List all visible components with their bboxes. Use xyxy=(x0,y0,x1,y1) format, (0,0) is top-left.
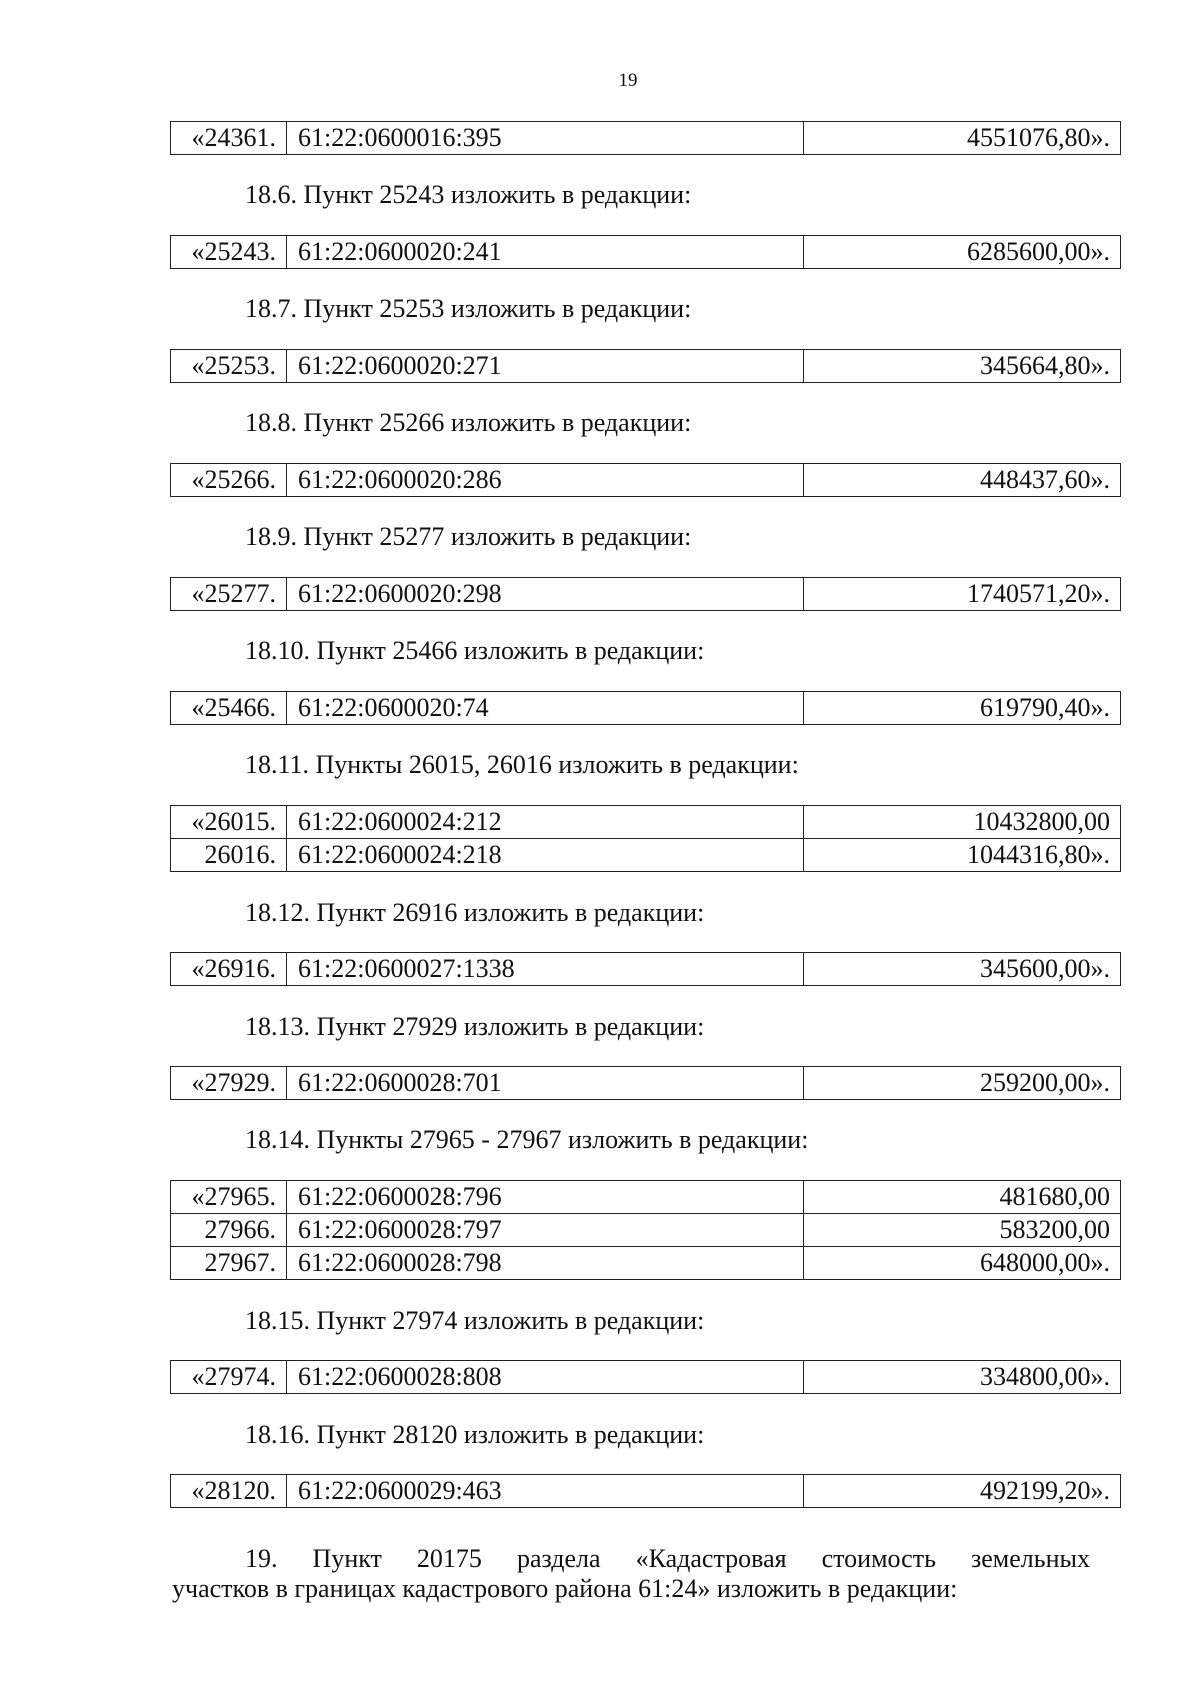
entry-table xyxy=(170,235,1121,269)
item-number-cell: «25243. xyxy=(171,236,287,269)
section-heading: 18.13. Пункт 27929 изложить в редакции: xyxy=(245,1012,705,1041)
cadastral-number-cell: 61:22:0600020:271 xyxy=(287,350,804,383)
entry-table xyxy=(170,577,1121,611)
cadastral-value-cell: 10432800,00 xyxy=(804,806,1121,839)
table-row xyxy=(171,578,1121,611)
table-row xyxy=(171,1067,1121,1100)
section-heading: 18.11. Пункты 26015, 26016 изложить в редакции: xyxy=(245,750,799,779)
final-paragraph-line-1: 19. Пункт 20175 раздела «Кадастровая стоимость земельных xyxy=(245,1544,1090,1573)
cadastral-value-cell: 583200,00 xyxy=(804,1214,1121,1247)
cadastral-number-cell: 61:22:0600028:798 xyxy=(287,1247,804,1280)
cadastral-value-cell: 619790,40». xyxy=(804,692,1121,725)
table-row xyxy=(171,1475,1121,1508)
table-row xyxy=(171,1214,1121,1247)
final-paragraph-line-2: участков в границах кадастрового района 61:24» изложить в редакции: xyxy=(172,1574,958,1603)
item-number-cell: «24361. xyxy=(171,122,287,155)
entry-table xyxy=(170,691,1121,725)
cadastral-number-cell: 61:22:0600028:797 xyxy=(287,1214,804,1247)
table-row xyxy=(171,953,1121,986)
cadastral-value-cell: 345600,00». xyxy=(804,953,1121,986)
table-row xyxy=(171,1247,1121,1280)
section-heading: 18.9. Пункт 25277 изложить в редакции: xyxy=(245,522,692,551)
item-number-cell: «27929. xyxy=(171,1067,287,1100)
entry-table xyxy=(170,952,1121,986)
cadastral-value-cell: 334800,00». xyxy=(804,1361,1121,1394)
cadastral-number-cell: 61:22:0600028:796 xyxy=(287,1181,804,1214)
item-number-cell: 26016. xyxy=(171,839,287,872)
table-row xyxy=(171,692,1121,725)
cadastral-number-cell: 61:22:0600027:1338 xyxy=(287,953,804,986)
entry-table xyxy=(170,1474,1121,1508)
page-number: 19 xyxy=(618,70,638,91)
section-heading: 18.7. Пункт 25253 изложить в редакции: xyxy=(245,294,692,323)
table-row xyxy=(171,1181,1121,1214)
section-heading: 18.12. Пункт 26916 изложить в редакции: xyxy=(245,898,705,927)
cadastral-value-cell: 4551076,80». xyxy=(804,122,1121,155)
item-number-cell: «25466. xyxy=(171,692,287,725)
cadastral-value-cell: 259200,00». xyxy=(804,1067,1121,1100)
cadastral-value-cell: 6285600,00». xyxy=(804,236,1121,269)
table-row xyxy=(171,350,1121,383)
cadastral-number-cell: 61:22:0600016:395 xyxy=(287,122,804,155)
section-heading: 18.8. Пункт 25266 изложить в редакции: xyxy=(245,408,692,437)
section-heading: 18.6. Пункт 25243 изложить в редакции: xyxy=(245,180,692,209)
cadastral-number-cell: 61:22:0600024:212 xyxy=(287,806,804,839)
final-paragraph xyxy=(172,1544,1090,1604)
cadastral-number-cell: 61:22:0600024:218 xyxy=(287,839,804,872)
section-heading: 18.14. Пункты 27965 - 27967 изложить в редакции: xyxy=(245,1125,809,1154)
item-number-cell: «25266. xyxy=(171,464,287,497)
cadastral-value-cell: 492199,20». xyxy=(804,1475,1121,1508)
entry-table xyxy=(170,349,1121,383)
entry-table xyxy=(170,1180,1121,1280)
item-number-cell: «27974. xyxy=(171,1361,287,1394)
cadastral-value-cell: 648000,00». xyxy=(804,1247,1121,1280)
cadastral-number-cell: 61:22:0600020:286 xyxy=(287,464,804,497)
item-number-cell: «26015. xyxy=(171,806,287,839)
item-number-cell: «26916. xyxy=(171,953,287,986)
table-row xyxy=(171,839,1121,872)
cadastral-number-cell: 61:22:0600020:298 xyxy=(287,578,804,611)
cadastral-number-cell: 61:22:0600029:463 xyxy=(287,1475,804,1508)
section-heading: 18.16. Пункт 28120 изложить в редакции: xyxy=(245,1420,705,1449)
entry-table xyxy=(170,121,1121,155)
item-number-cell: «28120. xyxy=(171,1475,287,1508)
item-number-cell: 27967. xyxy=(171,1247,287,1280)
cadastral-number-cell: 61:22:0600020:241 xyxy=(287,236,804,269)
entry-table xyxy=(170,1066,1121,1100)
item-number-cell: 27966. xyxy=(171,1214,287,1247)
entry-table xyxy=(170,805,1121,872)
cadastral-value-cell: 1740571,20». xyxy=(804,578,1121,611)
table-row xyxy=(171,236,1121,269)
table-row xyxy=(171,1361,1121,1394)
section-heading: 18.10. Пункт 25466 изложить в редакции: xyxy=(245,636,705,665)
cadastral-value-cell: 481680,00 xyxy=(804,1181,1121,1214)
cadastral-value-cell: 345664,80». xyxy=(804,350,1121,383)
item-number-cell: «25277. xyxy=(171,578,287,611)
item-number-cell: «27965. xyxy=(171,1181,287,1214)
cadastral-value-cell: 448437,60». xyxy=(804,464,1121,497)
table-row xyxy=(171,806,1121,839)
cadastral-number-cell: 61:22:0600020:74 xyxy=(287,692,804,725)
table-row xyxy=(171,122,1121,155)
table-row xyxy=(171,464,1121,497)
section-heading: 18.15. Пункт 27974 изложить в редакции: xyxy=(245,1306,705,1335)
item-number-cell: «25253. xyxy=(171,350,287,383)
entry-table xyxy=(170,463,1121,497)
cadastral-number-cell: 61:22:0600028:701 xyxy=(287,1067,804,1100)
entry-table xyxy=(170,1360,1121,1394)
cadastral-number-cell: 61:22:0600028:808 xyxy=(287,1361,804,1394)
cadastral-value-cell: 1044316,80». xyxy=(804,839,1121,872)
